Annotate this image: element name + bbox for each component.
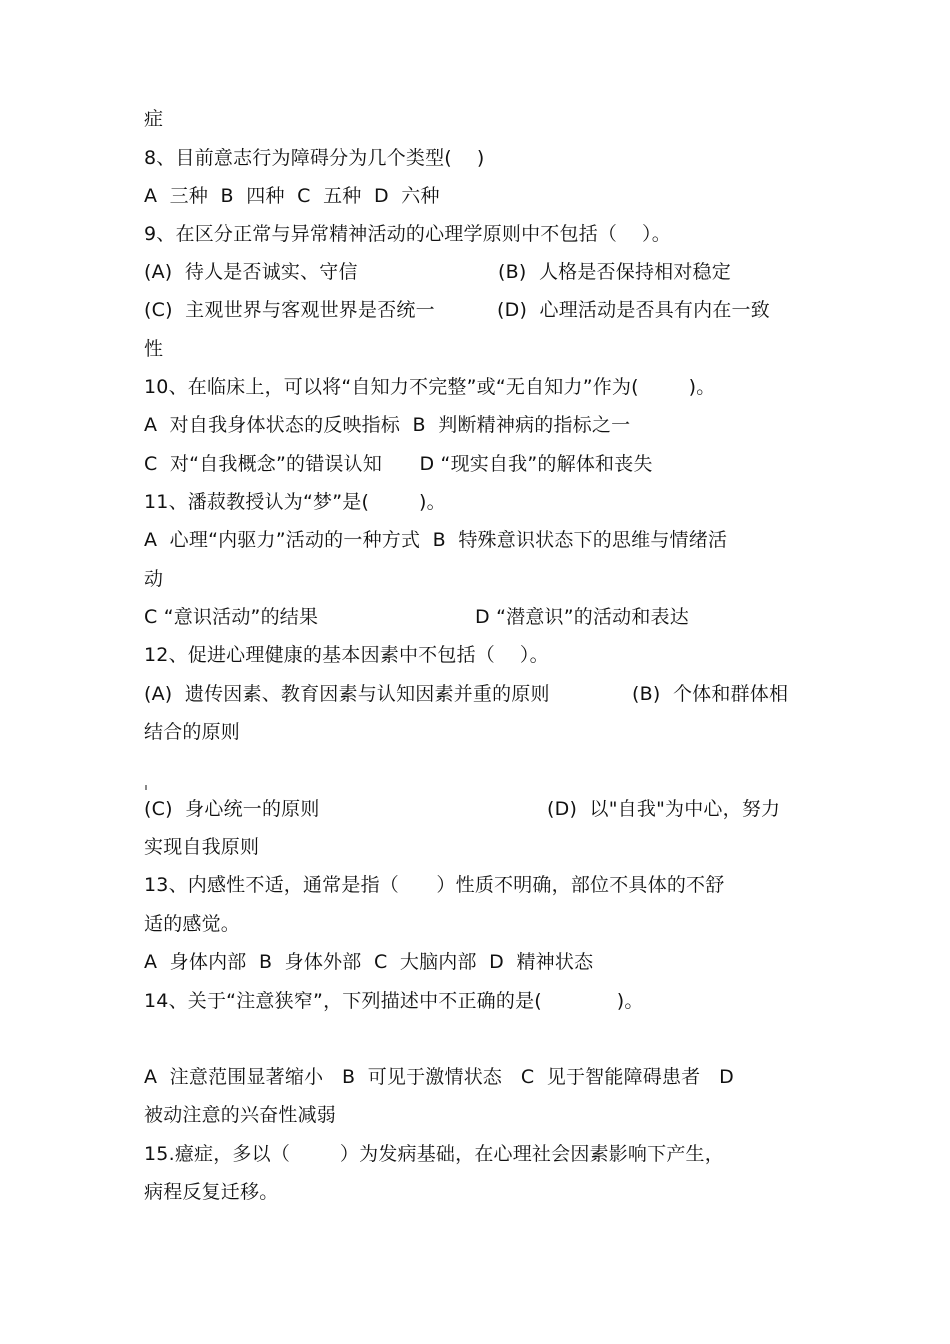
question-11-options-ab-cont: 动 xyxy=(144,568,164,590)
question-9-option-a: (A) 待人是否诚实、守信 xyxy=(144,261,358,283)
question-9-option-d-cont: 性 xyxy=(144,338,164,360)
question-10-options-cd: C 对“自我概念”的错误认知 D “现实自我”的解体和丧失 xyxy=(144,453,653,475)
question-12-option-c: (C) 身心统一的原则 xyxy=(144,798,320,820)
question-12: 12、促进心理健康的基本因素中不包括（ ）。 xyxy=(144,644,549,666)
question-13-cont: 适的感觉。 xyxy=(144,913,241,935)
question-9-option-c: (C) 主观世界与客观世界是否统一 xyxy=(144,299,435,321)
question-10-options-ab: A 对自我身体状态的反映指标 B 判断精神病的指标之一 xyxy=(144,414,631,436)
question-14: 14、关于“注意狭窄”，下列描述中不正确的是( )。 xyxy=(144,990,644,1012)
question-11-option-d: D “潜意识”的活动和表达 xyxy=(475,606,689,628)
question-15: 15.癔症，多以（ ）为发病基础，在心理社会因素影响下产生， xyxy=(144,1143,724,1165)
question-9-option-d: (D) 心理活动是否具有内在一致 xyxy=(497,299,770,321)
question-10: 10、在临床上，可以将“自知力不完整”或“无自知力”作为( )。 xyxy=(144,376,716,398)
question-9-option-b: (B) 人格是否保持相对稳定 xyxy=(498,261,731,283)
question-15-cont: 病程反复迁移。 xyxy=(144,1181,279,1203)
question-13: 13、内感性不适，通常是指（ ）性质不明确，部位不具体的不舒 xyxy=(144,874,725,896)
question-11-options-ab: A 心理“内驱力”活动的一种方式 B 特殊意识状态下的思维与情绪活 xyxy=(144,529,728,551)
question-12-option-d: (D) 以"自我"为中心，努力 xyxy=(547,798,781,820)
question-8: 8、目前意志行为障碍分为几个类型( ) xyxy=(144,147,485,169)
question-13-options: A 身体内部 B 身体外部 C 大脑内部 D 精神状态 xyxy=(144,951,594,973)
question-9: 9、在区分正常与异常精神活动的心理学原则中不包括（ ）。 xyxy=(144,223,671,245)
question-14-options-cont: 被动注意的兴奋性减弱 xyxy=(144,1104,337,1126)
question-14-options: A 注意范围显著缩小 B 可见于激情状态 C 见于智能障碍患者 D xyxy=(144,1066,734,1088)
question-12-option-a: (A) 遗传因素、教育因素与认知因素并重的原则 xyxy=(144,683,550,705)
text-line: 症 xyxy=(144,108,164,130)
question-12-option-b: (B) 个体和群体相 xyxy=(632,683,789,705)
question-11-option-c: C “意识活动”的结果 xyxy=(144,606,319,628)
question-8-options: A 三种 B 四种 C 五种 D 六种 xyxy=(144,185,440,207)
question-12-option-d-cont: 实现自我原则 xyxy=(144,836,260,858)
stray-mark xyxy=(145,785,147,790)
question-12-option-b-cont: 结合的原则 xyxy=(144,721,241,743)
question-11: 11、潘菽教授认为“梦”是( )。 xyxy=(144,491,446,513)
